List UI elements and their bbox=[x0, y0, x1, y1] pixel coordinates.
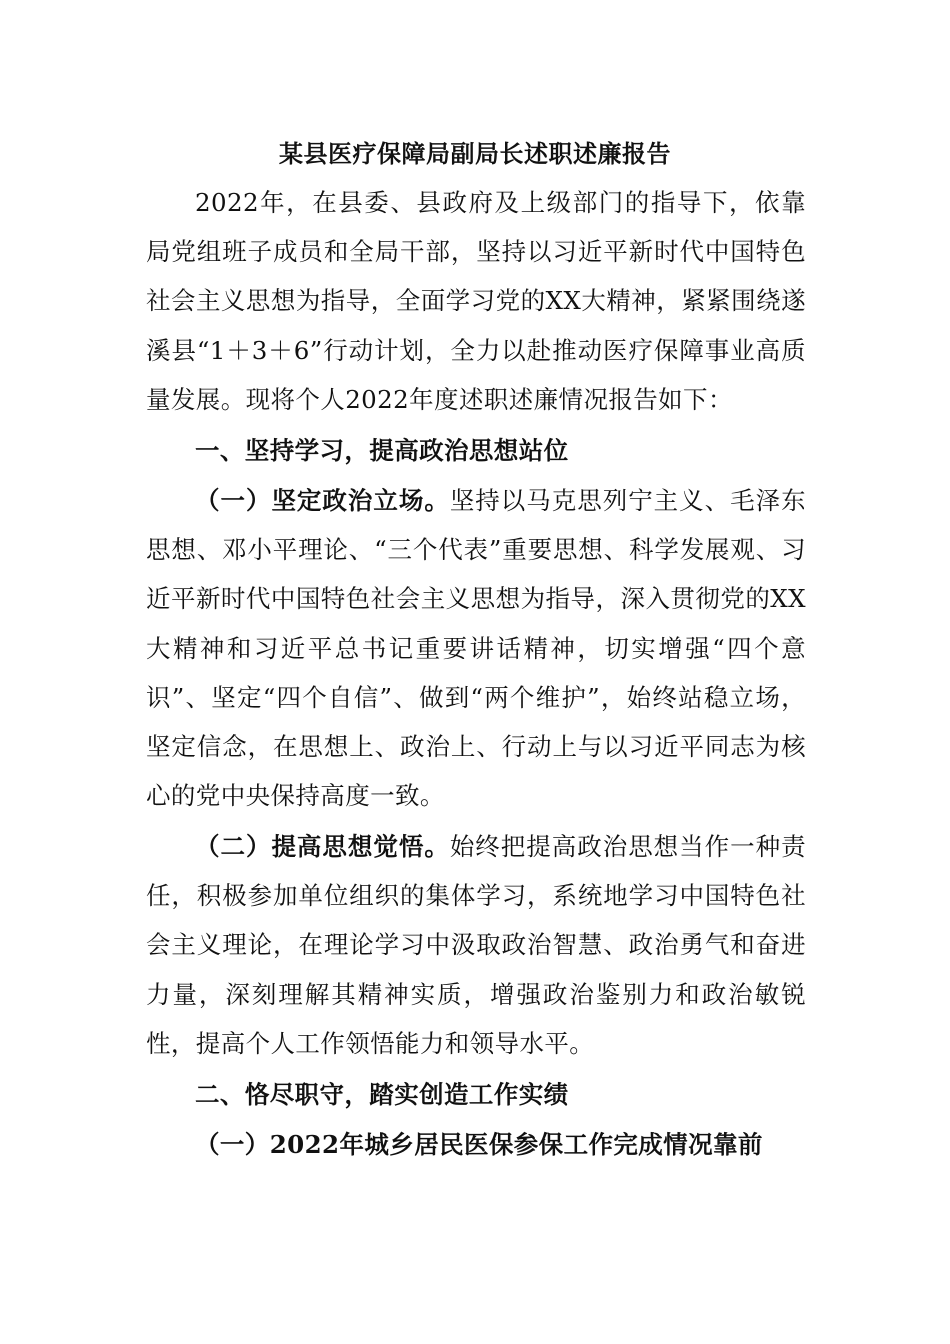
section1-p1-lead: （一）坚定政治立场。 bbox=[195, 486, 450, 515]
section1-paragraph1 bbox=[146, 476, 806, 820]
section1-heading: 一、坚持学习，提高政治思想站位 bbox=[195, 436, 569, 465]
document-title: 某县医疗保障局副局长述职述廉报告 bbox=[279, 139, 671, 168]
section2-sub1-heading: （一）2022年城乡居民医保参保工作完成情况靠前 bbox=[195, 1130, 763, 1159]
section1-p2-lead: （二）提高思想觉悟。 bbox=[195, 832, 450, 861]
section1-p1-text: 坚持以马克思列宁主义、毛泽东思想、邓小平理论、“三个代表”重要思想、科学发展观、习近平新时代中国特色社会主义思想为指导，深入贯彻党的XX大精神和习近平总书记重要讲话精神，切实增强“四个意识”、坚定“四个自信”、做到“两个维护”，始终站稳立场，坚定信念，在思想上、政治上、行动上与以习近平同志为核心的党中央保持高度一致。 bbox=[146, 486, 806, 811]
intro-paragraph: 2022年，在县委、县政府及上级部门的指导下，依靠局党组班子成员和全局干部，坚持以习近平新时代中国特色社会主义思想为指导，全面学习党的XX大精神，紧紧围绕遂溪县“1＋3＋6”行动计划，全力以赴推动医疗保障事业高质量发展。现将个人2022年度述职述廉情况报告如下： bbox=[146, 188, 806, 414]
section2-heading: 二、恪尽职守，踏实创造工作实绩 bbox=[195, 1080, 569, 1109]
section1-p2-text: 始终把提高政治思想当作一种责任，积极参加单位组织的集体学习，系统地学习中国特色社会主义理论，在理论学习中汲取政治智慧、政治勇气和奋进力量，深刻理解其精神实质，增强政治鉴别力和政治敏锐性，提高个人工作领悟能力和领导水平。 bbox=[146, 832, 806, 1058]
section1-paragraph2 bbox=[146, 822, 806, 1068]
